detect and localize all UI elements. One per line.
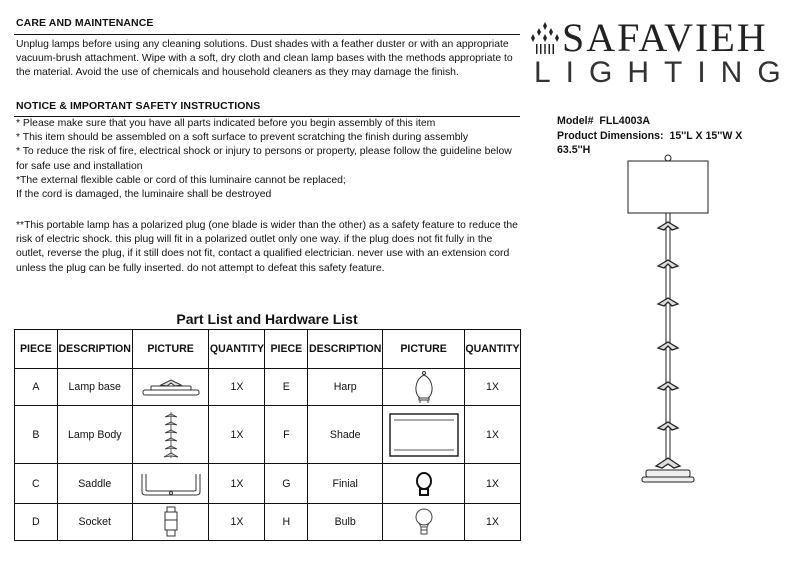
picture-cell (383, 406, 465, 464)
table-row (15, 369, 521, 406)
parts-list-title: Part List and Hardware List (176, 311, 358, 327)
quantity-cell: 1X (209, 406, 265, 464)
table-row (15, 504, 521, 541)
picture-cell (383, 464, 465, 504)
care-text: Unplug lamps before using any cleaning solutions. Dust shades with a feather duster or with an appropriate vacuum-brush attachment. Wipe with a soft, dry cloth and clean lamp bases with the methods appropriate to the material. Avoid the use of chemicals and household cleaners as they may damage the finish. (16, 39, 513, 79)
chandelier-logo-icon (530, 20, 560, 56)
description-cell: Bulb (308, 504, 383, 541)
description-cell: Saddle (57, 464, 132, 504)
picture-cell (132, 406, 209, 464)
piece-cell: C (15, 464, 58, 504)
col-header: PICTURE (132, 330, 209, 369)
quantity-cell: 1X (464, 369, 520, 406)
quantity-cell: 1X (209, 504, 265, 541)
description-cell: Lamp base (57, 369, 132, 406)
picture-cell (132, 369, 209, 406)
finial-icon (414, 470, 434, 498)
picture-cell (132, 464, 209, 504)
piece-cell: H (265, 504, 308, 541)
care-title: CARE AND MAINTENANCE (16, 17, 154, 29)
picture-cell (383, 504, 465, 541)
table-row (15, 406, 521, 464)
col-header: QUANTITY (464, 330, 520, 369)
harp-icon (412, 370, 436, 404)
model-label: Model# (557, 115, 594, 127)
description-cell: Socket (57, 504, 132, 541)
quantity-cell: 1X (209, 464, 265, 504)
lamp-base-icon (139, 377, 203, 397)
description-cell: Finial (308, 464, 383, 504)
piece-cell: G (265, 464, 308, 504)
brand-subtitle: LIGHTING (534, 56, 796, 89)
model-value: FLL4003A (599, 115, 651, 127)
care-divider (14, 34, 520, 35)
description-cell: Harp (308, 369, 383, 406)
safety-line: If the cord is damaged, the luminaire shall be destroyed (16, 189, 272, 201)
col-header: DESCRIPTION (308, 330, 383, 369)
col-header: PIECE (15, 330, 58, 369)
parts-table (14, 329, 521, 541)
model-line (557, 114, 757, 129)
picture-cell (132, 504, 209, 541)
quantity-cell: 1X (209, 369, 265, 406)
quantity-cell: 1X (464, 406, 520, 464)
description-cell: Lamp Body (57, 406, 132, 464)
piece-cell: B (15, 406, 58, 464)
bulb-icon (414, 507, 434, 537)
quantity-cell: 1X (464, 504, 520, 541)
saddle-icon (138, 470, 204, 498)
piece-cell: E (265, 369, 308, 406)
dimensions-value: 15''L X 15''W X 63.5''H (557, 129, 743, 156)
shade-icon (388, 412, 460, 458)
brand-name: SAFAVIEH (562, 15, 768, 60)
piece-cell: A (15, 369, 58, 406)
socket-icon (162, 506, 180, 538)
safety-line: * To reduce the risk of fire, electrical shock or injury to persons or property, please follow the guideline below for safe use and installation (16, 146, 512, 172)
table-header-row (15, 330, 521, 369)
safety-title: NOTICE & IMPORTANT SAFETY INSTRUCTIONS (16, 100, 261, 112)
lamp-body-icon (159, 411, 183, 459)
plug-note: **This portable lamp has a polarized plug (one blade is wider than the other) as a safety feature to reduce the risk of electric shock. this plug will fit in a polarized outlet only one way. if the plug does not fit fully in the outlet, reverse the plug, if it still does not fit, contact a qualified electrician. never use with an extension cord unless the plug can be fully inserted. do not attempt to defeat this safety feature. (16, 220, 518, 274)
picture-cell (383, 369, 465, 406)
safety-line: *The external flexible cable or cord of this luminaire cannot be replaced; (16, 174, 346, 186)
safety-line: * Please make sure that you have all parts indicated before you begin assembly of this item (16, 118, 436, 129)
dimensions-label: Product Dimensions: (557, 129, 664, 142)
col-header: PIECE (265, 330, 308, 369)
piece-cell: F (265, 406, 308, 464)
safavieh-logo (530, 14, 800, 89)
col-header: DESCRIPTION (57, 330, 132, 369)
piece-cell: D (15, 504, 58, 541)
quantity-cell: 1X (464, 464, 520, 504)
floor-lamp-illustration (620, 148, 716, 490)
col-header: QUANTITY (209, 330, 265, 369)
col-header: PICTURE (383, 330, 465, 369)
safety-list (16, 117, 522, 202)
description-cell: Shade (308, 406, 383, 464)
safety-line: * This item should be assembled on a soft surface to prevent scratching the finish during assembly (16, 132, 469, 144)
table-row (15, 464, 521, 504)
